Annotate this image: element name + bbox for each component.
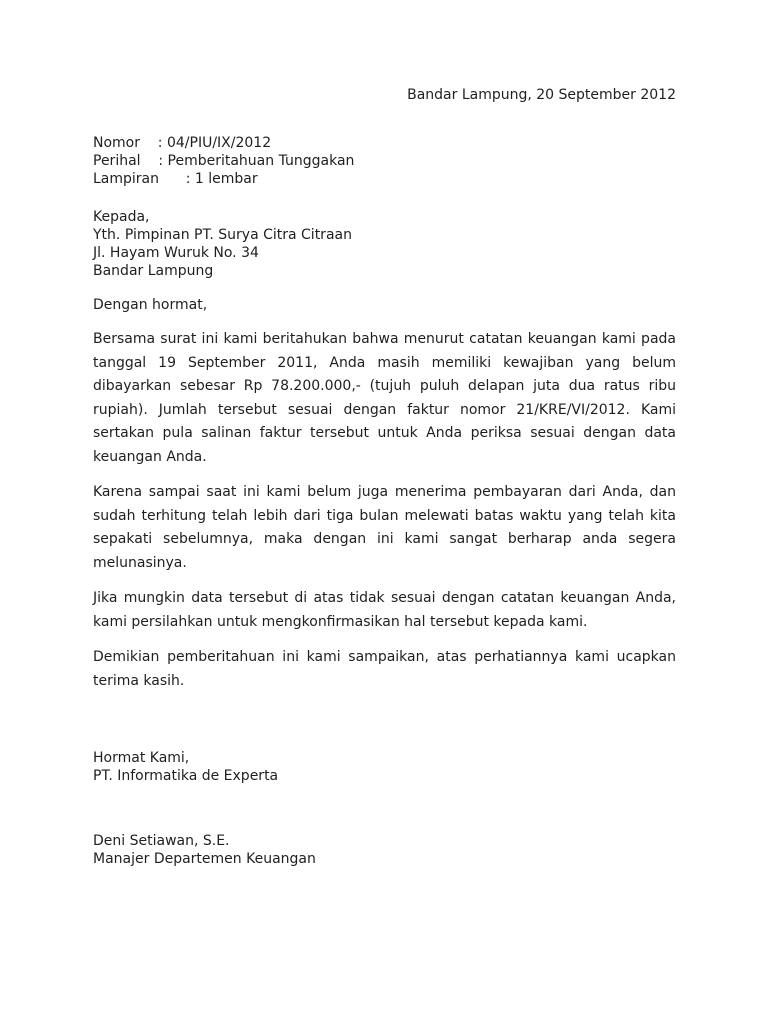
meta-line-nomor: Nomor : 04/PIU/IX/2012 (93, 135, 272, 151)
meta-line-lampiran: Lampiran : 1 lembar (93, 171, 258, 187)
closing-line-hormat: Hormat Kami, (93, 750, 190, 766)
recipient-line-city: Bandar Lampung (93, 263, 214, 279)
meta-line-perihal: Perihal : Pemberitahuan Tunggakan (93, 153, 355, 169)
signer-name: Deni Setiawan, S.E. (93, 833, 230, 849)
body-paragraph-4: Demikian pemberitahuan ini kami sampaikan, atas perhatiannya kami ucapkan terima kasih. (93, 649, 676, 689)
recipient-line-name: Yth. Pimpinan PT. Surya Citra Citraan (93, 227, 352, 243)
recipient-line-street: Jl. Hayam Wuruk No. 34 (93, 245, 259, 261)
body-paragraph-1: Bersama surat ini kami beritahukan bahwa menurut catatan keuangan kami pada tanggal 19 September 2011, Anda masih memiliki kewajiban yang belum dibayarkan sebesar Rp 78.200.000,- (tujuh puluh delapan juta dua ratus ribu rupiah). Jumlah tersebut sesuai dengan faktur nomor 21/KRE/VI/2012. Kami sertakan pula salinan faktur tersebut untuk Anda periksa sesuai dengan data keuangan Anda. (93, 331, 676, 465)
body-paragraph-2: Karena sampai saat ini kami belum juga menerima pembayaran dari Anda, dan sudah terhitung telah lebih dari tiga bulan melewati batas waktu yang telah kita sepakati sebelumnya, maka dengan ini kami sangat berharap anda segera melunasinya. (93, 484, 676, 571)
letter-date-line: Bandar Lampung, 20 September 2012 (407, 87, 676, 103)
signer-title: Manajer Departemen Keuangan (93, 851, 316, 867)
letter-meta-block (93, 134, 676, 188)
salutation: Dengan hormat, (93, 297, 208, 313)
recipient-line-kepada: Kepada, (93, 209, 150, 225)
closing-block (93, 749, 676, 785)
recipient-block (93, 208, 676, 280)
closing-line-company: PT. Informatika de Experta (93, 768, 279, 784)
signer-block (93, 832, 676, 868)
body-paragraph-3: Jika mungkin data tersebut di atas tidak sesuai dengan catatan keuangan Anda, kami persilahkan untuk mengkonfirmasikan hal tersebut kepada kami. (93, 590, 676, 630)
